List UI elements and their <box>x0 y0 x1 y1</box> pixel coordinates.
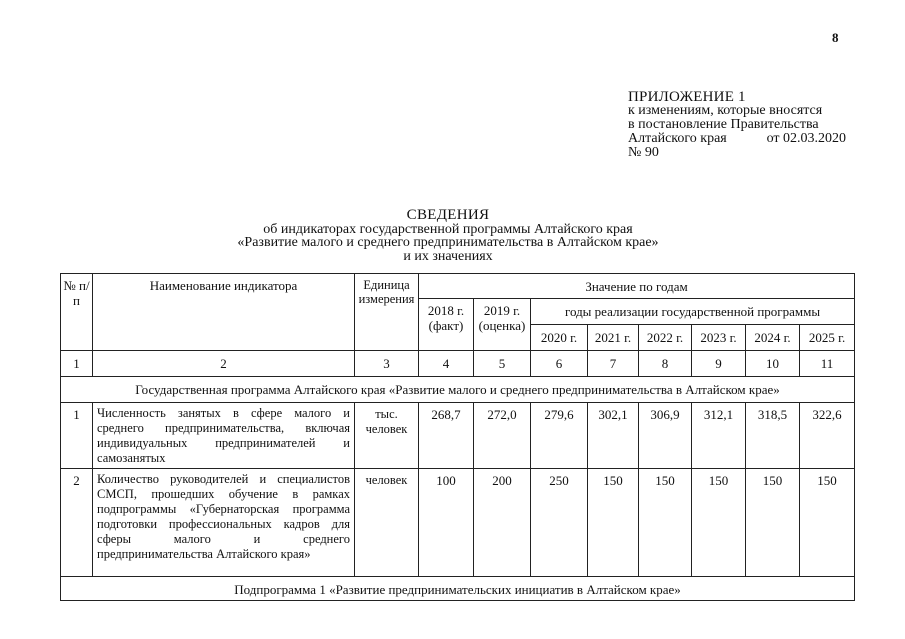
value-cell: 318,5 <box>746 403 800 469</box>
value-cell: 322,6 <box>800 403 855 469</box>
value-cell: 150 <box>588 469 639 577</box>
column-number: 3 <box>355 351 419 377</box>
header-unit: Единица измерения <box>355 274 419 351</box>
column-number: 7 <box>588 351 639 377</box>
column-number: 6 <box>531 351 588 377</box>
header-year: 2025 г. <box>800 325 855 351</box>
heading-line: об индикаторах государственной программы Алтайского края <box>263 221 633 237</box>
value-cell: 312,1 <box>692 403 746 469</box>
header-year: 2024 г. <box>746 325 800 351</box>
appendix-date: от 02.03.2020 <box>766 131 846 146</box>
indicator-name: Количество руководителей и специалистов СМСП, прошедших обучение в рамках подпрограммы «Губернаторская программа подготовки профессиональных кадров для сферы малого и среднего предпринимательства Алтайского края» <box>93 469 355 577</box>
program-title-row: Государственная программа Алтайского края «Развитие малого и среднего предпринимательства в Алтайском крае» <box>61 377 855 403</box>
document-heading <box>150 209 746 263</box>
indicator-name: Численность занятых в сфере малого и среднего предпринимательства, включая индивидуальных предпринимателей и самозанятых <box>93 403 355 469</box>
column-number: 2 <box>93 351 355 377</box>
value-cell: 268,7 <box>419 403 474 469</box>
header-year: 2023 г. <box>692 325 746 351</box>
header-num: № п/п <box>61 274 93 351</box>
appendix-line <box>628 132 846 146</box>
row-num: 2 <box>61 469 93 577</box>
indicator-unit: человек <box>355 469 419 577</box>
column-number: 11 <box>800 351 855 377</box>
indicators-table <box>60 273 855 601</box>
header-2018: 2018 г. (факт) <box>419 299 474 351</box>
appendix-title: ПРИЛОЖЕНИЕ 1 <box>628 89 746 105</box>
value-cell: 100 <box>419 469 474 577</box>
row-num: 1 <box>61 403 93 469</box>
heading-line: и их значениях <box>403 248 493 264</box>
value-cell: 306,9 <box>639 403 692 469</box>
header-year: 2022 г. <box>639 325 692 351</box>
appendix-text: в постановление Правительства <box>628 117 819 132</box>
appendix-region: Алтайского края <box>628 131 727 146</box>
table-row <box>61 403 855 469</box>
page-number: 8 <box>832 30 839 45</box>
subprogram-title-row: Подпрограмма 1 «Развитие предпринимательских инициатив в Алтайском крае» <box>61 577 855 601</box>
value-cell: 150 <box>639 469 692 577</box>
table-row <box>61 469 855 577</box>
header-year: 2021 г. <box>588 325 639 351</box>
appendix-number: № 90 <box>628 145 659 160</box>
appendix-block <box>628 90 846 160</box>
value-cell: 150 <box>746 469 800 577</box>
header-impl-years: годы реализации государственной программы <box>531 299 855 325</box>
value-cell: 279,6 <box>531 403 588 469</box>
column-numbers-row <box>61 351 855 377</box>
value-cell: 200 <box>474 469 531 577</box>
value-cell: 150 <box>692 469 746 577</box>
column-number: 1 <box>61 351 93 377</box>
column-number: 4 <box>419 351 474 377</box>
header-2019: 2019 г. (оценка) <box>474 299 531 351</box>
heading-title: СВЕДЕНИЯ <box>406 207 490 223</box>
header-values-by-year: Значение по годам <box>419 274 855 299</box>
column-number: 9 <box>692 351 746 377</box>
value-cell: 150 <box>800 469 855 577</box>
column-number: 8 <box>639 351 692 377</box>
column-number: 5 <box>474 351 531 377</box>
header-name: Наименование индикатора <box>93 274 355 351</box>
value-cell: 302,1 <box>588 403 639 469</box>
heading-line: «Развитие малого и среднего предпринимательства в Алтайском крае» <box>237 235 659 250</box>
appendix-line: к изменениям, которые вносятся <box>628 103 823 118</box>
value-cell: 272,0 <box>474 403 531 469</box>
header-year: 2020 г. <box>531 325 588 351</box>
indicator-unit: тыс. человек <box>355 403 419 469</box>
appendix-line <box>628 118 846 132</box>
column-number: 10 <box>746 351 800 377</box>
value-cell: 250 <box>531 469 588 577</box>
